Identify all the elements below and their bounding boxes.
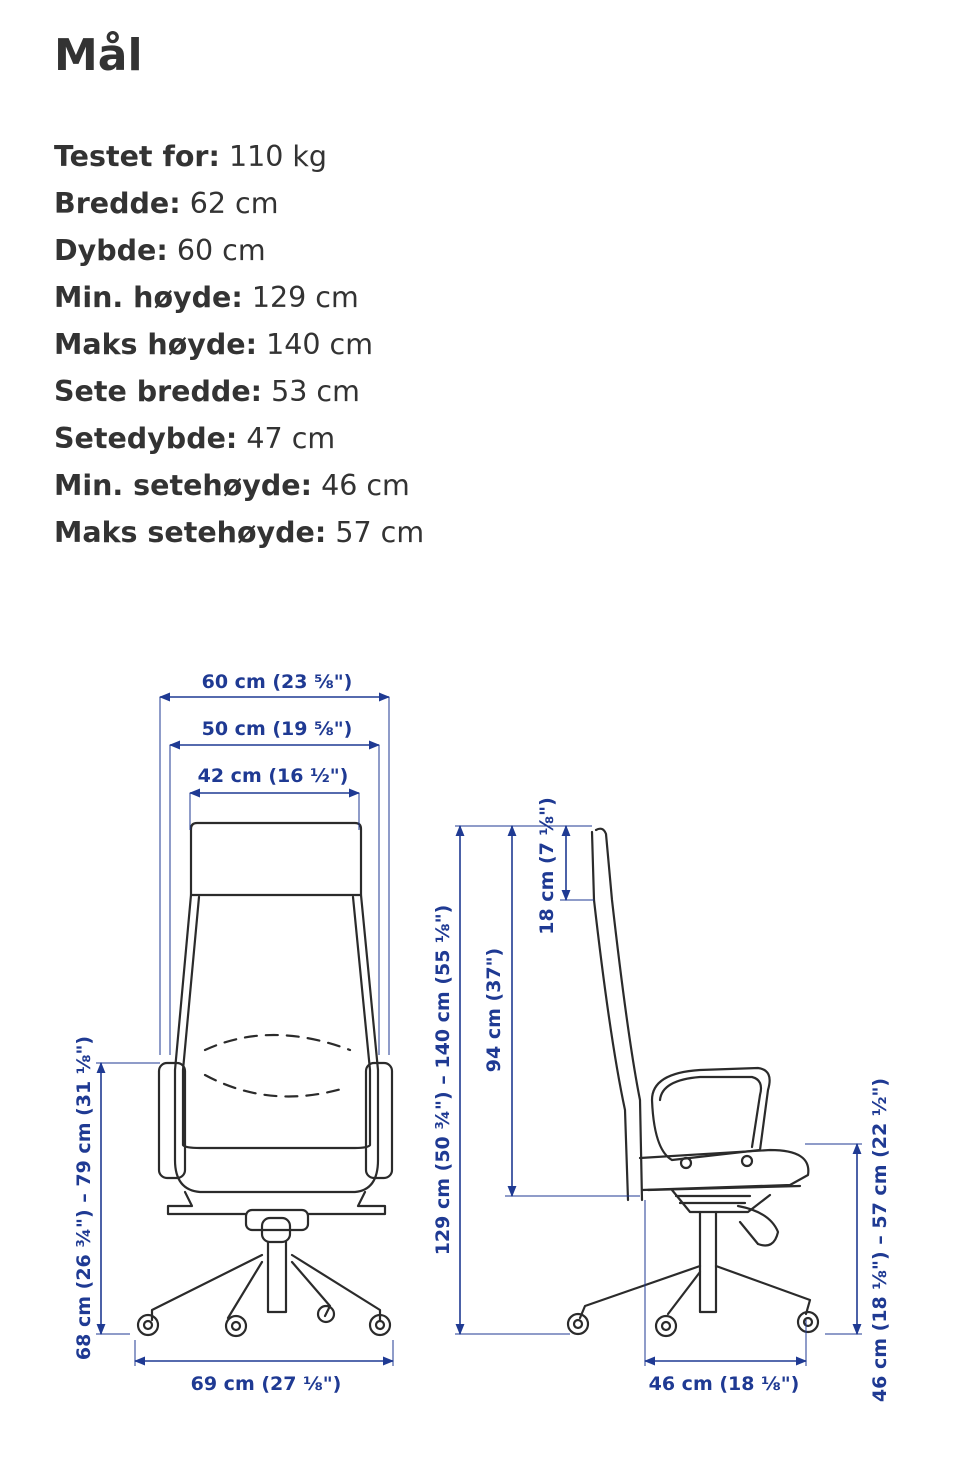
spec-label: Min. setehøyde: — [54, 469, 312, 502]
front-overall-width-label: 60 cm (23 ⅝") — [201, 671, 353, 693]
spec-label: Testet for: — [54, 140, 220, 173]
side-seat-height-label: 46 cm (18 ⅛") – 57 cm (22 ½") — [869, 1077, 891, 1403]
spec-label: Bredde: — [54, 187, 181, 220]
spec-value: 62 cm — [189, 187, 279, 220]
spec-label: Maks setehøyde: — [54, 516, 327, 549]
spec-label: Sete bredde: — [54, 375, 263, 408]
front-headrest-width-label: 42 cm (16 ½") — [197, 765, 349, 787]
spec-label: Setedybde: — [54, 422, 238, 455]
side-total-height-label: 129 cm (50 ¾") – 140 cm (55 ⅛") — [432, 904, 454, 1256]
spec-value: 53 cm — [271, 375, 360, 408]
spec-value: 47 cm — [246, 422, 336, 455]
spec-value: 129 cm — [251, 281, 359, 314]
side-headrest-height-label: 18 cm (7 ⅛") — [536, 797, 558, 935]
spec-value: 46 cm — [321, 469, 410, 502]
front-back-width-label: 50 cm (19 ⅝") — [201, 718, 353, 740]
spec-value: 140 cm — [266, 328, 373, 361]
page-title: Mål — [54, 30, 143, 81]
side-dimensions — [455, 826, 862, 1366]
front-armrest-height-label: 68 cm (26 ¾") – 79 cm (31 ⅛") — [73, 1035, 95, 1361]
spec-label: Min. høyde: — [54, 281, 243, 314]
side-seat-depth-label: 46 cm (18 ⅛") — [648, 1373, 800, 1395]
spec-value: 110 kg — [228, 140, 328, 173]
spec-value: 60 cm — [176, 234, 266, 267]
chair-side-view — [568, 829, 818, 1336]
front-dimensions — [96, 697, 393, 1366]
spec-label: Dybde: — [54, 234, 168, 267]
side-back-height-label: 94 cm (37") — [483, 947, 505, 1073]
chair-front-view — [138, 823, 392, 1336]
front-base-width-label: 69 cm (27 ⅛") — [190, 1373, 342, 1395]
spec-label: Maks høyde: — [54, 328, 258, 361]
spec-value: 57 cm — [335, 516, 425, 549]
